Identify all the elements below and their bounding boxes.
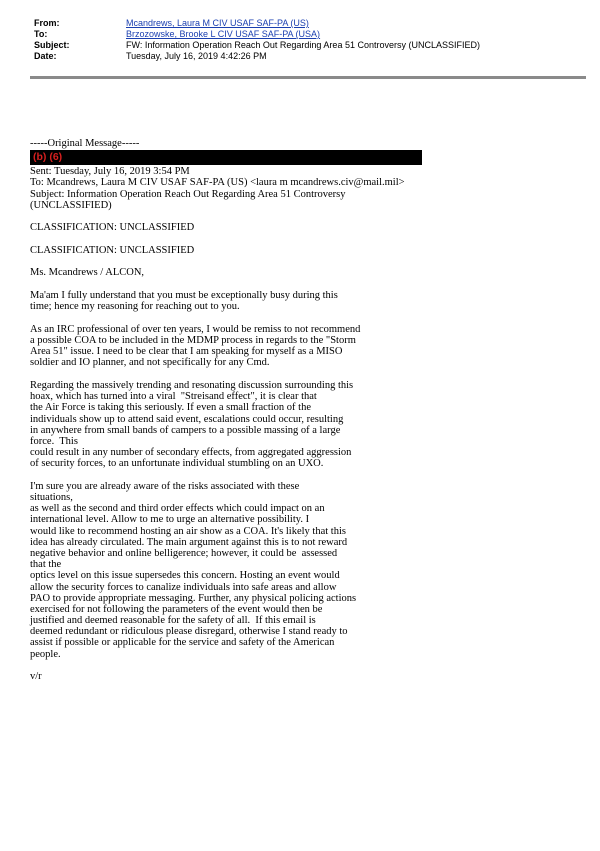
date-label: Date: (34, 51, 57, 61)
paragraph-line: Ma'am I fully understand that you must be exceptionally busy during this (30, 290, 338, 302)
to-row (34, 29, 480, 40)
classification-banner: CLASSIFICATION: UNCLASSIFIED (30, 222, 195, 234)
from-label: From: (34, 18, 60, 28)
paragraph-line: individuals show up to attend said event, escalations could occur, resulting (30, 413, 344, 425)
paragraph-line: that the (30, 559, 62, 571)
paragraph-line: idea has already circulated. The main argument against this is to not reward (30, 536, 348, 548)
paragraph-line: of security forces, to an unfortunate individual stumbling on an UXO. (30, 458, 324, 470)
to-link[interactable]: Brzozowske, Brooke L CIV USAF SAF-PA (USA) (126, 29, 321, 39)
paragraph-line: assist if possible or applicable for the service and safety of the American (30, 637, 335, 649)
paragraph-line: exercised for not following the parameters of the event would then be (30, 603, 323, 615)
sent-line: Sent: Tuesday, July 16, 2019 3:54 PM (30, 166, 190, 178)
paragraph-line: could result in any number of secondary effects, from aggregated aggression (30, 447, 352, 459)
date-value: Tuesday, July 16, 2019 4:42:26 PM (126, 51, 267, 61)
paragraph-line: justified and deemed reasonable for the safety of all. If this email is (30, 615, 316, 627)
paragraph-line: As an IRC professional of over ten years, I would be remiss to not recommend (30, 323, 361, 335)
paragraph-line: negative behavior and online belligerence; however, it could be assessed (30, 547, 338, 559)
subject-label: Subject: (34, 40, 70, 50)
paragraph-line: PAO to provide appropriate messaging. Further, any physical policing actions (30, 592, 357, 604)
paragraph-line: soldier and IO planner, and not specifically for any Cmd. (30, 357, 270, 369)
salutation: Ms. Mcandrews / ALCON, (30, 267, 145, 279)
subject-row (34, 40, 480, 51)
subject-line: Subject: Information Operation Reach Out Regarding Area 51 Controversy (30, 188, 346, 200)
closing: v/r (30, 671, 42, 683)
paragraph-line: a possible COA to be included in the MDMP process in regards to the "Storm (30, 335, 356, 347)
paragraph-line: I'm sure you are already aware of the risks associated with these (30, 480, 300, 492)
paragraph-line: international level. Allow to me to urge an alternative possibility. I (30, 514, 310, 526)
paragraph-line: the Air Force is taking this seriously. If even a small fraction of the (30, 402, 311, 414)
paragraph-line: people. (30, 648, 61, 660)
paragraph-line: situations, (30, 492, 73, 504)
paragraph (30, 290, 470, 312)
date-row (34, 51, 480, 62)
paragraph-line: as well as the second and third order effects which could impact on an (30, 503, 325, 515)
header-divider (30, 76, 586, 79)
from-row (34, 18, 480, 29)
paragraph-line: Regarding the massively trending and resonating discussion surrounding this (30, 379, 354, 391)
paragraph (30, 324, 470, 369)
original-message-marker: -----Original Message----- (30, 138, 140, 149)
paragraph (30, 481, 470, 660)
paragraph-line: in anywhere from small bands of campers to a possible massing of a large (30, 424, 341, 436)
paragraph (30, 380, 470, 470)
classification-banner: CLASSIFICATION: UNCLASSIFIED (30, 244, 195, 256)
redaction-code: (b) (6) (33, 151, 63, 164)
paragraph-line: time; hence my reasoning for reaching out to you. (30, 301, 240, 313)
from-link[interactable]: Mcandrews, Laura M CIV USAF SAF-PA (US) (126, 18, 309, 28)
paragraph-line: optics level on this issue supersedes this concern. Hosting an event would (30, 570, 340, 582)
paragraph-line: force. This (30, 435, 78, 447)
subject-value: FW: Information Operation Reach Out Regarding Area 51 Controversy (UNCLASSIFIED) (126, 40, 480, 50)
paragraph-line: would like to recommend hosting an air show as a COA. It's likely that this (30, 525, 346, 537)
email-header (34, 18, 480, 62)
paragraph-line: deemed redundant or ridiculous please disregard, otherwise I stand ready to (30, 626, 348, 638)
paragraph-line: Area 51" issue. I need to be clear that I am speaking for myself as a MISO (30, 346, 343, 358)
to-label: To: (34, 29, 48, 39)
paragraph-line: hoax, which has turned into a viral "Streisand effect", it is clear that (30, 391, 317, 403)
paragraph-line: allow the security forces to canalize individuals into safe areas and allow (30, 581, 337, 593)
to-line: To: Mcandrews, Laura M CIV USAF SAF-PA (US) <laura m mcandrews.civ@mail.mil> (30, 177, 405, 189)
subject-line: (UNCLASSIFIED) (30, 199, 112, 211)
redaction-bar (30, 150, 422, 165)
message-body (30, 138, 470, 682)
